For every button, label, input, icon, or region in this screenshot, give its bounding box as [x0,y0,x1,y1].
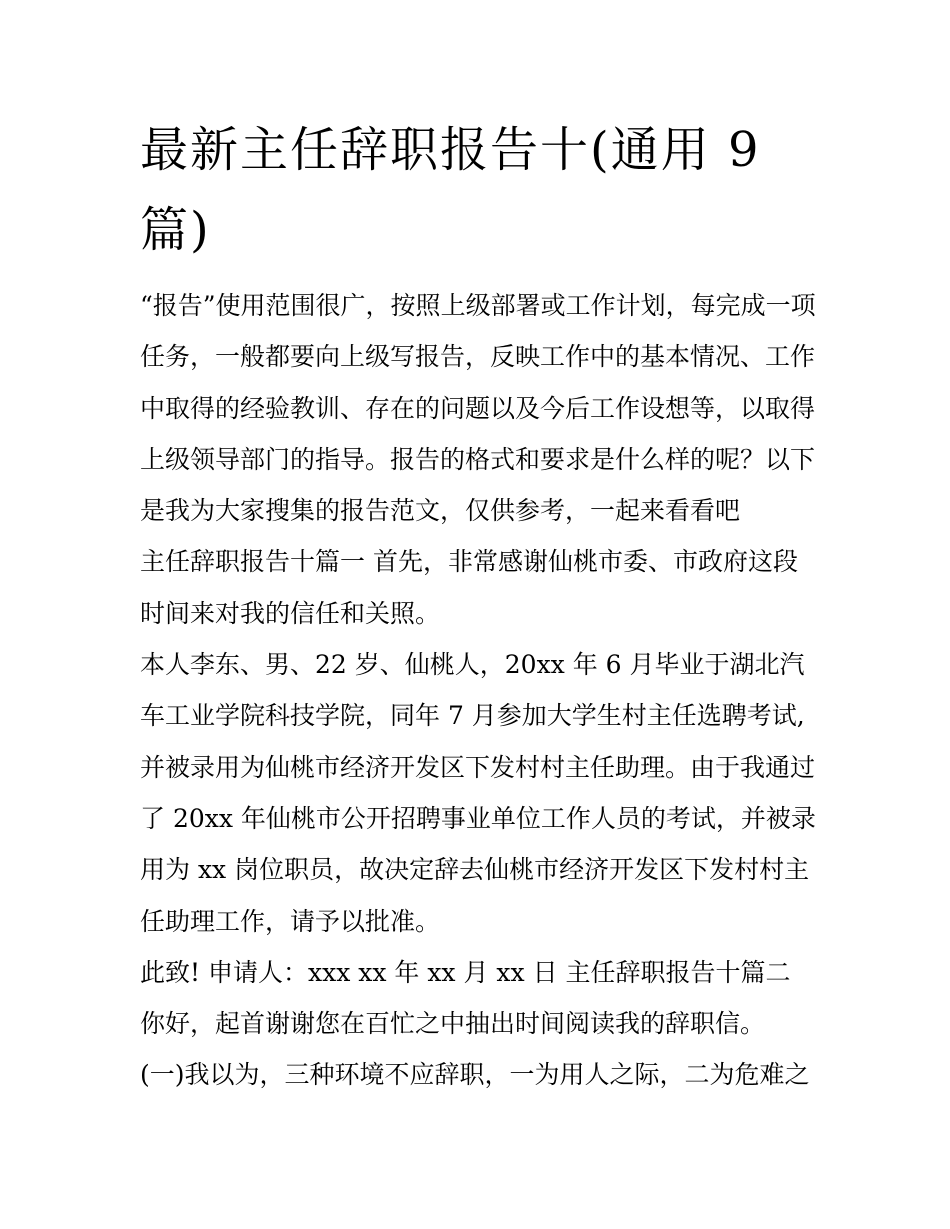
paragraph-letter-one-opening: 主任辞职报告十篇一 首先，非常感谢仙桃市委、市政府这段时间来对我的信任和关照。 [140,547,798,628]
paragraph-personal-info: 本人李东、男、22 岁、仙桃人，20xx 年 6 月毕业于湖北汽车工业学院科技学院，同年 7 月参加大学生村主任选聘考试,并被录用为仙桃市经济开发区下发村村主任助理。由于我通过了 20xx 年仙桃市公开招聘事业单位工作人员的考试，并被录用为 xx 岗位职员，故决定辞去仙桃市经济开发区下发村村主任助理工作，请予以批准。 [140,650,816,936]
paragraph-point-one: (一)我以为，三种环境不应辞职，一为用人之际，二为危难之 [140,1060,810,1090]
document-title: 最新主任辞职报告十(通用 9 篇) [140,122,761,258]
paragraph-intro: “报告”使用范围很广，按照上级部署或工作计划，每完成一项任务，一般都要向上级写报告，反映工作中的基本情况、工作中取得的经验教训、存在的问题以及今后工作设想等，以取得上级领导部门的指导。报告的格式和要求是什么样的呢？以下是我为大家搜集的报告范文，仅供参考，一起来看看吧 [140,291,816,526]
document-body [140,280,820,1101]
paragraph-closing-and-letter-two: 此致! 申请人：xxx xx 年 xx 月 xx 日 主任辞职报告十篇二 你好，起首谢谢您在百忙之中抽出时间阅读我的辞职信。 [140,957,791,1039]
